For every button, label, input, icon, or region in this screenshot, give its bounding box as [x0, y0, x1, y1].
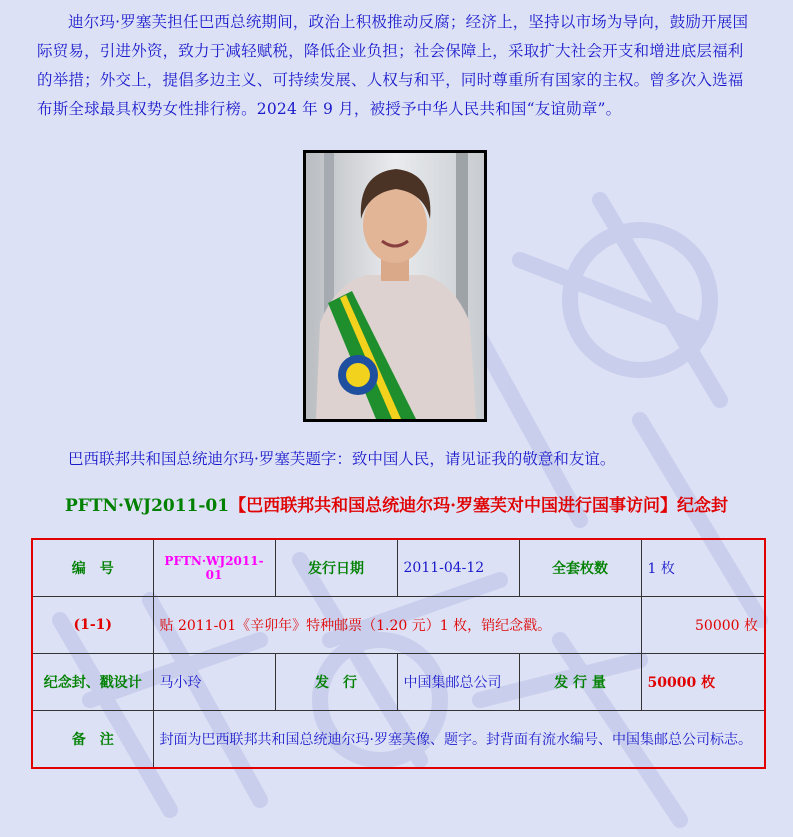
cover-name: 【巴西联邦共和国总统迪尔玛·罗塞芙对中国进行国事访问】纪念封: [229, 496, 729, 516]
designer: 马小玲: [153, 654, 275, 711]
cover-code: PFTN·WJ2011-01: [64, 496, 230, 516]
president-portrait: [303, 150, 487, 422]
issue-date: 2011-04-12: [397, 539, 519, 597]
table-row: [32, 539, 765, 597]
item-number: (1-1): [32, 597, 153, 654]
issue-volume: 50000 枚: [641, 654, 765, 711]
cover-info-table: [31, 538, 766, 769]
label-remarks: 备 注: [32, 711, 153, 769]
label-number: 编 号: [32, 539, 153, 597]
item-quantity: 50000 枚: [641, 597, 765, 654]
label-issuer: 发 行: [275, 654, 397, 711]
stamp-description: 贴 2011-01《辛卯年》特种邮票（1.20 元）1 枚，销纪念戳。: [153, 597, 641, 654]
remarks: 封面为巴西联邦共和国总统迪尔玛·罗塞芙像、题字。封背面有流水编号、中国集邮总公司标志。: [153, 711, 765, 769]
label-issue-date: 发行日期: [275, 539, 397, 597]
issuer: 中国集邮总公司: [397, 654, 519, 711]
label-designer: 纪念封、戳设计: [32, 654, 153, 711]
set-count: 1 枚: [641, 539, 765, 597]
label-set-count: 全套枚数: [519, 539, 641, 597]
portrait-caption: 巴西联邦共和国总统迪尔玛·罗塞芙题字：致中国人民，请见证我的敬意和友谊。: [68, 450, 616, 468]
cover-number: PFTN·WJ2011-01: [153, 539, 275, 597]
label-issue-volume: 发 行 量: [519, 654, 641, 711]
table-row: [32, 711, 765, 769]
intro-paragraph: 迪尔玛·罗塞芙担任巴西总统期间，政治上积极推动反腐；经济上，坚持以市场为导向，鼓励开展国际贸易，引进外资，致力于减轻赋税，降低企业负担；社会保障上，采取扩大社会开支和增进底层福利的举措；外交上，提倡多边主义、可持续发展、人权与和平，同时尊重所有国家的主权。曾多次入选福布斯全球最具权势女性排行榜。2024 年 9 月，被授予中华人民共和国“友谊勋章”。: [37, 13, 749, 118]
table-row: [32, 654, 765, 711]
table-row: [32, 597, 765, 654]
cover-title: [0, 492, 793, 520]
